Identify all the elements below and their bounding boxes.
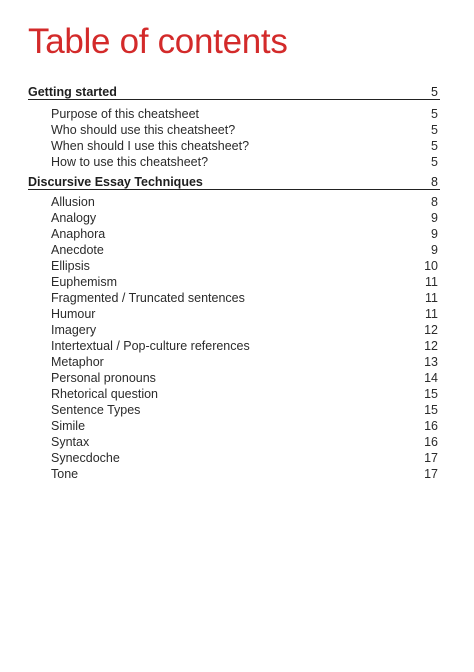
- toc-item[interactable]: [28, 338, 440, 354]
- toc-item-label: Analogy: [51, 211, 97, 225]
- toc-item[interactable]: [28, 322, 440, 338]
- toc-item-page: 9: [431, 243, 438, 257]
- section-title: Discursive Essay Techniques: [28, 175, 203, 189]
- toc-item[interactable]: [28, 434, 440, 450]
- toc-item[interactable]: [28, 466, 440, 482]
- toc-section-heading[interactable]: [28, 83, 440, 100]
- toc-item-label: Euphemism: [51, 275, 117, 289]
- toc-item-page: 11: [425, 307, 438, 321]
- toc-item-label: Tone: [51, 467, 79, 481]
- toc-item[interactable]: [28, 138, 440, 154]
- toc-item[interactable]: [28, 306, 440, 322]
- toc-item-label: Anaphora: [51, 227, 106, 241]
- toc-item-page: 5: [431, 139, 438, 153]
- toc-item[interactable]: [28, 418, 440, 434]
- toc-item-page: 10: [424, 259, 438, 273]
- page-title: Table of contents: [28, 22, 288, 61]
- toc-item-page: 11: [425, 275, 438, 289]
- toc-item-label: How to use this cheatsheet?: [51, 155, 209, 169]
- toc-item[interactable]: [28, 258, 440, 274]
- toc-item-page: 15: [424, 387, 438, 401]
- toc-item[interactable]: [28, 226, 440, 242]
- toc-section-discursive-essay-techniques: [28, 173, 440, 482]
- toc-section-heading[interactable]: [28, 173, 440, 190]
- toc-item[interactable]: [28, 242, 440, 258]
- toc-item[interactable]: [28, 210, 440, 226]
- toc-item[interactable]: [28, 154, 440, 170]
- toc-item-label: Imagery: [51, 323, 97, 337]
- toc-item-list: [28, 106, 440, 170]
- section-page-number: 8: [431, 175, 438, 189]
- toc-item-page: 16: [424, 419, 438, 433]
- toc-item-label: Anecdote: [51, 243, 104, 257]
- toc-item-label: Personal pronouns: [51, 371, 156, 385]
- toc-item[interactable]: [28, 402, 440, 418]
- toc-item-list: [28, 194, 440, 482]
- toc-item-page: 12: [424, 339, 438, 353]
- toc-item-page: 14: [424, 371, 438, 385]
- toc-item-label: Rhetorical question: [51, 387, 159, 401]
- toc-item-page: 13: [424, 355, 438, 369]
- toc-item-page: 9: [431, 227, 438, 241]
- toc-item-label: Simile: [51, 419, 86, 433]
- toc-item-page: 15: [424, 403, 438, 417]
- toc-item-label: When should I use this cheatsheet?: [51, 139, 250, 153]
- toc-item-page: 5: [431, 107, 438, 121]
- toc-item-page: 9: [431, 211, 438, 225]
- toc-item[interactable]: [28, 122, 440, 138]
- toc-item-page: 17: [424, 451, 438, 465]
- toc-item-page: 11: [425, 291, 438, 305]
- toc-item-label: Intertextual / Pop-culture references: [51, 339, 250, 353]
- toc-item-label: Fragmented / Truncated sentences: [51, 291, 245, 305]
- toc-item-label: Allusion: [51, 195, 95, 209]
- toc-item-page: 12: [424, 323, 438, 337]
- toc-item-label: Purpose of this cheatsheet: [51, 107, 200, 121]
- toc-item-label: Who should use this cheatsheet?: [51, 123, 236, 137]
- toc-item[interactable]: [28, 194, 440, 210]
- toc-item[interactable]: [28, 450, 440, 466]
- toc-item[interactable]: [28, 274, 440, 290]
- toc-item-label: Humour: [51, 307, 96, 321]
- toc-item-page: 5: [431, 123, 438, 137]
- toc-item[interactable]: [28, 386, 440, 402]
- toc-item[interactable]: [28, 106, 440, 122]
- toc-item-label: Syntax: [51, 435, 90, 449]
- toc-item-label: Synecdoche: [51, 451, 120, 465]
- toc-item-page: 5: [431, 155, 438, 169]
- toc-item-label: Ellipsis: [51, 259, 90, 273]
- toc-item[interactable]: [28, 354, 440, 370]
- toc-section-getting-started: [28, 83, 440, 170]
- toc-item[interactable]: [28, 370, 440, 386]
- toc-item-page: 8: [431, 195, 438, 209]
- section-title: Getting started: [28, 85, 117, 99]
- toc-item-page: 17: [424, 467, 438, 481]
- toc-item-page: 16: [424, 435, 438, 449]
- toc-item-label: Metaphor: [51, 355, 104, 369]
- toc-item[interactable]: [28, 290, 440, 306]
- toc-item-label: Sentence Types: [51, 403, 141, 417]
- section-page-number: 5: [431, 85, 438, 99]
